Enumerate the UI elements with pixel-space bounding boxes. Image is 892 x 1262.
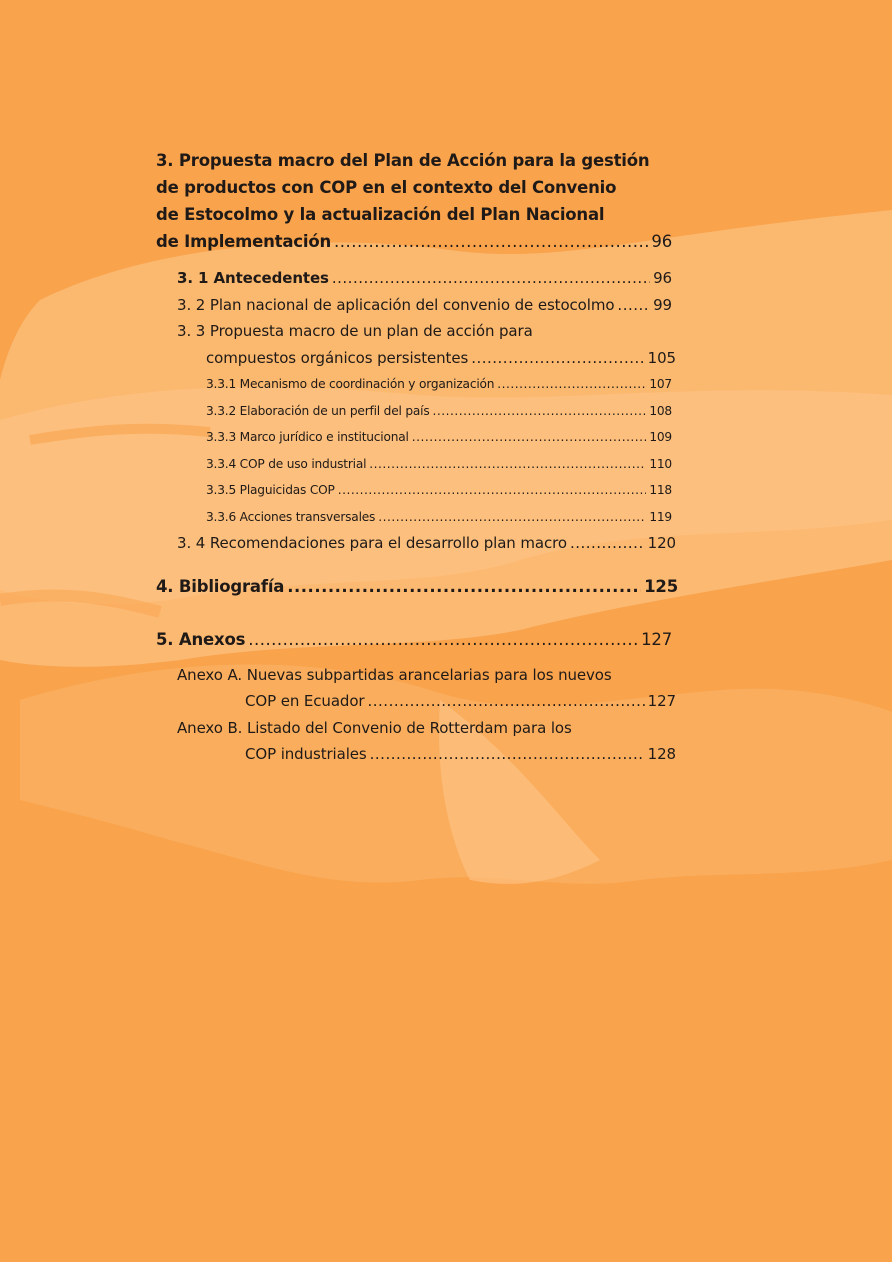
toc-page-number: 109 bbox=[649, 430, 672, 444]
toc-chapter-3-line-1: 3. Propuesta macro del Plan de Acción para la gestión bbox=[156, 151, 650, 170]
toc-page-number: 96 bbox=[651, 232, 672, 251]
dot-leader bbox=[248, 630, 638, 649]
dot-leader bbox=[412, 430, 647, 444]
dot-leader bbox=[370, 745, 645, 763]
toc-entry-label: COP en Ecuador bbox=[245, 692, 365, 710]
toc-page-number: 127 bbox=[647, 692, 676, 710]
toc-entry-label: 3.3.3 Marco jurídico e institucional bbox=[206, 430, 409, 444]
dot-leader bbox=[332, 269, 650, 287]
toc-chapter-3-line-3: de Estocolmo y la actualización del Plan Nacional bbox=[156, 205, 605, 224]
dot-leader bbox=[334, 232, 648, 251]
toc-entry-3-3-line-1: 3. 3 Propuesta macro de un plan de acción para bbox=[177, 322, 533, 340]
toc-page-number: 99 bbox=[653, 296, 672, 314]
dot-leader bbox=[369, 457, 646, 471]
toc-entry-3-3-6[interactable] bbox=[206, 510, 672, 524]
toc-entry-label: 3.3.2 Elaboración de un perfil del país bbox=[206, 404, 430, 418]
toc-entry-chapter-5[interactable] bbox=[156, 630, 672, 649]
toc-entry-3-3-4[interactable] bbox=[206, 457, 672, 471]
dot-leader bbox=[368, 692, 645, 710]
toc-entry-3-2[interactable] bbox=[177, 296, 672, 314]
toc-entry-label: 4. Bibliografía bbox=[156, 577, 285, 596]
toc-chapter-3-line-4: de Implementación bbox=[156, 232, 332, 251]
toc-entry-label: compuestos orgánicos persistentes bbox=[206, 349, 469, 367]
toc-entry-chapter-4[interactable] bbox=[156, 577, 678, 596]
toc-page-number: 125 bbox=[644, 577, 678, 596]
dot-leader bbox=[497, 377, 646, 391]
toc-page-number: 119 bbox=[649, 510, 672, 524]
toc-page-number: 107 bbox=[649, 377, 672, 391]
toc-entry-label: 3. 4 Recomendaciones para el desarrollo plan macro bbox=[177, 534, 567, 552]
toc-page-number: 120 bbox=[647, 534, 676, 552]
toc-page-number: 118 bbox=[649, 483, 672, 497]
toc-entry-label: 3.3.4 COP de uso industrial bbox=[206, 457, 367, 471]
toc-entry-3-3-2[interactable] bbox=[206, 404, 672, 418]
toc-entry-label: COP industriales bbox=[245, 745, 367, 763]
dot-leader bbox=[287, 577, 641, 596]
toc-entry-3-3-last-row bbox=[206, 349, 676, 367]
dot-leader bbox=[433, 404, 647, 418]
toc-page-number: 110 bbox=[649, 457, 672, 471]
toc-annex-a-line-1: Anexo A. Nuevas subpartidas arancelarias para los nuevos bbox=[177, 666, 612, 684]
dot-leader bbox=[378, 510, 646, 524]
dot-leader bbox=[617, 296, 650, 314]
toc-entry-label: 5. Anexos bbox=[156, 630, 246, 649]
toc-page-number: 108 bbox=[649, 404, 672, 418]
toc-entry-label: 3.3.6 Acciones transversales bbox=[206, 510, 376, 524]
toc-page-number: 96 bbox=[653, 269, 672, 287]
toc-entry-3-4[interactable] bbox=[177, 534, 676, 552]
toc-annex-b-last-row bbox=[245, 745, 676, 763]
dot-leader bbox=[570, 534, 645, 552]
toc-entry-3-3-5[interactable] bbox=[206, 483, 672, 497]
toc-page-number: 105 bbox=[647, 349, 676, 367]
toc-annex-a-last-row bbox=[245, 692, 676, 710]
toc-chapter-3-line-2: de productos con COP en el contexto del Convenio bbox=[156, 178, 617, 197]
toc-entry-3-1[interactable] bbox=[177, 269, 672, 287]
dot-leader bbox=[471, 349, 644, 367]
toc-chapter-3-last-row bbox=[156, 232, 672, 251]
toc-annex-b-line-1: Anexo B. Listado del Convenio de Rotterdam para los bbox=[177, 719, 572, 737]
toc-entry-label: 3.3.1 Mecanismo de coordinación y organización bbox=[206, 377, 495, 391]
toc-page-number: 128 bbox=[647, 745, 676, 763]
toc-entry-3-3-3[interactable] bbox=[206, 430, 672, 444]
toc-entry-label: 3. 2 Plan nacional de aplicación del convenio de estocolmo bbox=[177, 296, 615, 314]
toc-entry-3-3-1[interactable] bbox=[206, 377, 672, 391]
toc-entry-label: 3.3.5 Plaguicidas COP bbox=[206, 483, 335, 497]
toc-entry-label: 3. 1 Antecedentes bbox=[177, 269, 329, 287]
dot-leader bbox=[338, 483, 647, 497]
toc-page-number: 127 bbox=[641, 630, 672, 649]
